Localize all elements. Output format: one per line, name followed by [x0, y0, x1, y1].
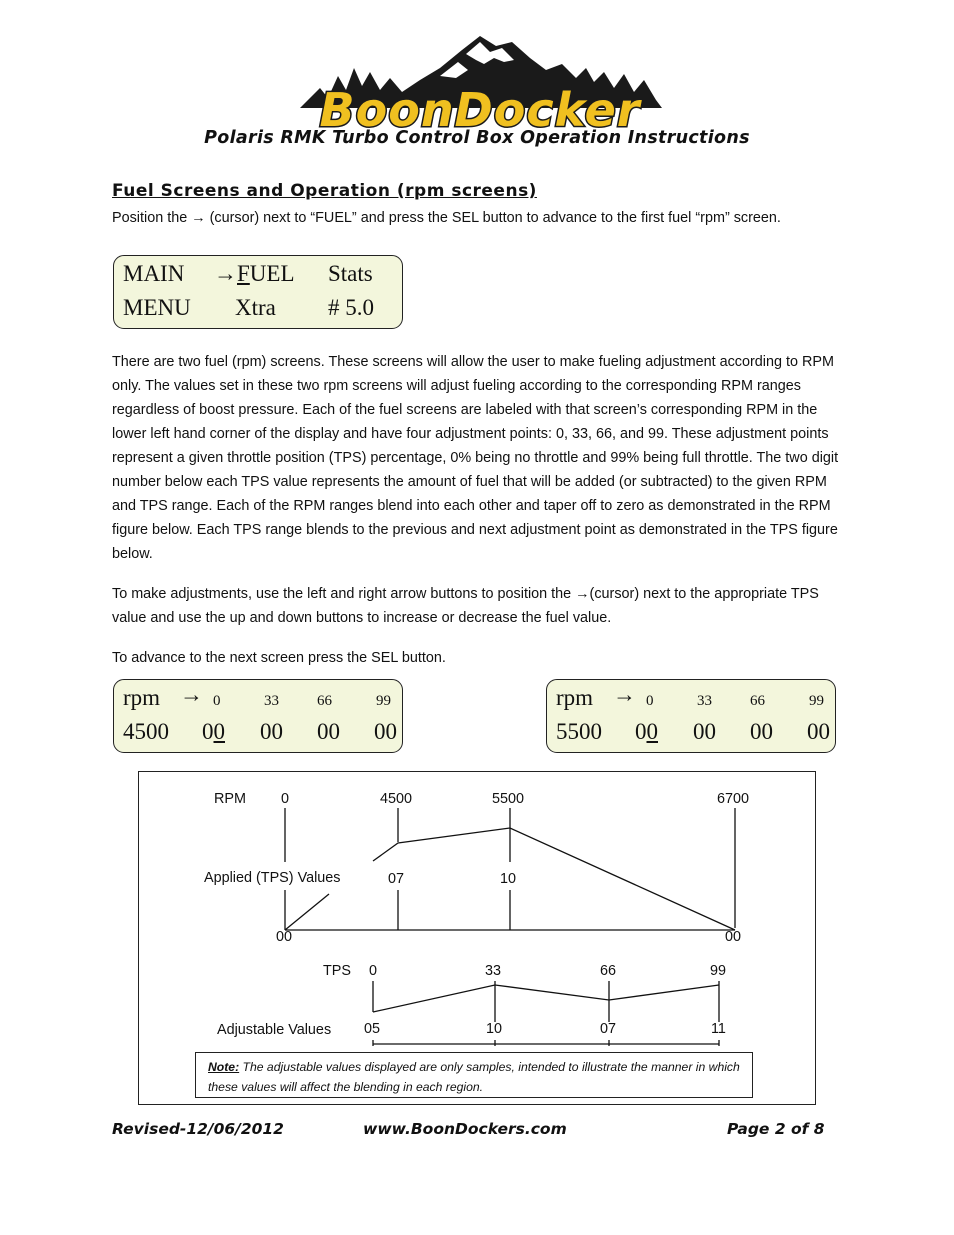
lcd-fuel-value-66: 00 [317, 719, 340, 744]
baseline-left-value: 00 [276, 929, 293, 945]
lcd-tps-66: 66 [750, 693, 765, 709]
lcd-tps-0: 0 [646, 693, 654, 709]
lcd-tps-33: 33 [697, 693, 712, 709]
baseline-right-value: 00 [725, 929, 742, 945]
lcd-tps-99: 99 [809, 693, 824, 709]
lcd-version: # 5.0 [328, 295, 374, 320]
lcd-fuel-value-66: 00 [750, 719, 773, 744]
rpm-tick-5500: 5500 [492, 791, 525, 807]
rpm-tick-4500: 4500 [380, 791, 413, 807]
lcd-tps-33: 33 [264, 693, 279, 709]
rpm-tick-0: 0 [281, 791, 290, 807]
lcd-rpm-5500 [546, 679, 836, 753]
applied-value-5500: 10 [500, 871, 517, 887]
adjustable-values-label: Adjustable Values [217, 1022, 332, 1038]
lcd-tps-99: 99 [376, 693, 391, 709]
tps-tick-0: 0 [369, 963, 378, 979]
tps-tick-66: 66 [600, 963, 617, 979]
lcd-fuel-value-99: 00 [374, 719, 397, 744]
tps-axis-label: TPS [323, 963, 351, 979]
footer-page-number: Page 2 of 8 [727, 1120, 825, 1138]
lcd-main-label: MAIN [123, 261, 185, 286]
lcd-rpm-label: rpm [556, 685, 594, 710]
cursor-arrow-icon: → [613, 682, 636, 707]
blending-figure [138, 771, 816, 1105]
lcd-tps-66: 66 [317, 693, 332, 709]
footer-revision: Revised-12/06/2012 [112, 1120, 284, 1138]
lcd-menu-label: MENU [123, 295, 191, 320]
adjustable-value-33: 10 [486, 1021, 503, 1037]
note-label: Note: [208, 1060, 240, 1074]
paragraph-fuel-screens: There are two fuel (rpm) screens. These screens will allow the user to make fueling adjustment according to RPM only. The values set in these two rpm screens will adjust fueling according to the corresponding RPM ranges regardless of boost pressure. Each of the fuel screens are labeled with that screen’s corresponding RPM in the lower left hand corner of the display and have four adjustment points: 0, 33, 66, and 99. These adjustment points represent a given throttle position (TPS) percentage, 0% being no throttle and 99% being full throttle. The two digit number below each TPS value represents the amount of fuel that will be added (or subtracted) to the given RPM and TPS range. Each of the RPM ranges blend into each other and taper off to zero as demonstrated in the RPM figure below. Each TPS range blends to the previous and next adjustment point as demonstrated in the TPS figure below. [112, 354, 839, 562]
lcd-main-menu [113, 255, 403, 329]
lcd-stats-item: Stats [328, 261, 373, 286]
note-box [195, 1052, 753, 1098]
cursor-arrow-icon: → [214, 261, 237, 286]
lcd-rpm-value: 4500 [123, 719, 169, 744]
lcd-xtra-item: Xtra [235, 295, 276, 320]
logo-wordmark: BoonDocker [319, 83, 641, 136]
footer-website-link[interactable]: www.BoonDockers.com [363, 1120, 567, 1138]
lcd-rpm-value: 5500 [556, 719, 602, 744]
lcd-tps-0: 0 [213, 693, 221, 709]
lcd-rpm-label: rpm [123, 685, 161, 710]
cursor-arrow-icon: → [180, 682, 203, 707]
tps-tick-33: 33 [485, 963, 502, 979]
document-title: Polaris RMK Turbo Control Box Operation Instructions [204, 128, 750, 148]
lcd-rpm-4500 [113, 679, 403, 753]
lcd-fuel-rest: UEL [249, 261, 295, 286]
rpm-tick-6700: 6700 [717, 791, 750, 807]
lcd-fuel-value-99: 00 [807, 719, 830, 744]
adjustable-value-0: 05 [364, 1021, 381, 1037]
lcd-fuel-first-letter: F [237, 261, 250, 286]
intro-paragraph: Position the → (cursor) next to “FUEL” and press the SEL button to advance to the first fuel “rpm” screen. [112, 210, 781, 226]
applied-value-4500: 07 [388, 871, 405, 887]
adjustable-value-66: 07 [600, 1021, 617, 1037]
boondocker-logo [290, 28, 670, 136]
note-text: The adjustable values displayed are only samples, intended to illustrate the manner in which these values will affect the blending in each region. [208, 1060, 740, 1094]
lcd-fuel-value-0: 00 [635, 719, 658, 744]
paragraph-adjustments: To make adjustments, use the left and right arrow buttons to position the →(cursor) next to the appropriate TPS value and use the up and down buttons to increase or decrease the fuel value. [112, 586, 819, 626]
paragraph-advance: To advance to the next screen press the SEL button. [112, 650, 446, 666]
adjustable-value-99: 11 [711, 1021, 726, 1037]
lcd-fuel-value-0: 00 [202, 719, 225, 744]
lcd-fuel-value-33: 00 [260, 719, 283, 744]
section-heading: Fuel Screens and Operation (rpm screens) [112, 181, 537, 201]
lcd-fuel-value-33: 00 [693, 719, 716, 744]
lcd-fuel-item [214, 261, 295, 287]
tps-tick-99: 99 [710, 963, 727, 979]
rpm-axis-label: RPM [214, 791, 246, 807]
applied-values-label: Applied (TPS) Values [204, 870, 341, 886]
